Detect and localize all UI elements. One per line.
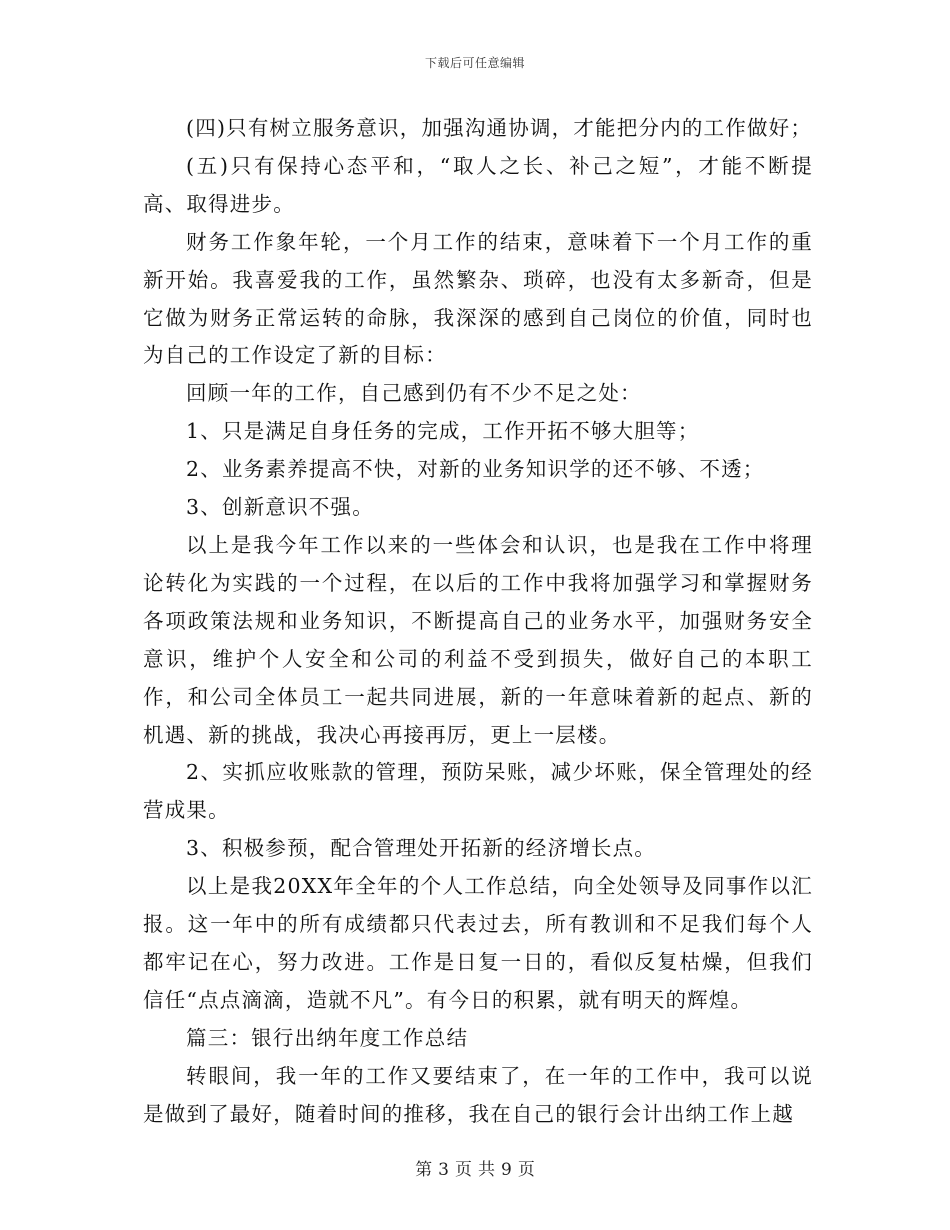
current-page-number: 3 [438, 1160, 449, 1180]
paragraph: 财务工作象年轮，一个月工作的结束，意味着下一个月工作的重新开始。我喜爱我的工作，虽然繁杂、琐碎，也没有太多新奇，但是它做为财务正常运转的命脉，我深深的感到自己岗位的价值，同时也为自己的工作设定了新的目标： [143, 229, 813, 368]
page-footer [0, 1155, 950, 1180]
paragraph: 转眼间，我一年的工作又要结束了，在一年的工作中，我可以说是做到了最好，随着时间的推移，我在自己的银行会计出纳工作上越 [143, 1063, 813, 1126]
paragraph: 2、业务素养提高不快，对新的业务知识学的还不够、不透； [186, 457, 765, 482]
paragraph: 以上是我20XX年全年的个人工作总结，向全处领导及同事作以汇报。这一年中的所有成绩都只代表过去，所有教训和不足我们每个人都牢记在心，努力改进。工作是日复一日的，看似反复枯燥，但我们信任“点点滴滴，造就不凡”。有今日的积累，就有明天的辉煌。 [143, 874, 813, 1012]
paragraph: 3、创新意识不强。 [186, 495, 374, 520]
paragraph: (五)只有保持心态平和，“取人之长、补己之短”，才能不断提高、取得进步。 [143, 153, 813, 216]
header-note: 下载后可任意编辑 [424, 56, 525, 70]
paragraph: 1、只是满足自身任务的完成，工作开拓不够大胆等； [186, 419, 700, 444]
total-page-count: 9 [501, 1160, 512, 1180]
paragraph: 回顾一年的工作，自己感到仍有不少不足之处： [186, 381, 642, 406]
paragraph: 3、积极参预，配合管理处开拓新的经济增长点。 [186, 836, 656, 861]
paragraph: (四)只有树立服务意识，加强沟通协调，才能把分内的工作做好； [186, 116, 813, 140]
footer-prefix: 第 [415, 1160, 433, 1180]
paragraph: 2、实抓应收账款的管理，预防呆账，减少坏账，保全管理处的经营成果。 [143, 760, 813, 823]
section-heading: 篇三：银行出纳年度工作总结 [186, 1025, 469, 1050]
footer-total-prefix: 共 [478, 1160, 495, 1180]
footer-page-word: 页 [455, 1160, 472, 1180]
document-body [143, 110, 813, 1133]
paragraph: 以上是我今年工作以来的一些体会和认识，也是我在工作中将理论转化为实践的一个过程，在以后的工作中我将加强学习和掌握财务各项政策法规和业务知识，不断提高自己的业务水平，加强财务安全意识，维护个人安全和公司的利益不受到损失，做好自己的本职工作，和公司全体员工一起共同进展，新的一年意味着新的起点、新的机遇、新的挑战，我决心再接再厉，更上一层楼。 [143, 532, 813, 747]
footer-suffix: 页 [517, 1160, 535, 1180]
